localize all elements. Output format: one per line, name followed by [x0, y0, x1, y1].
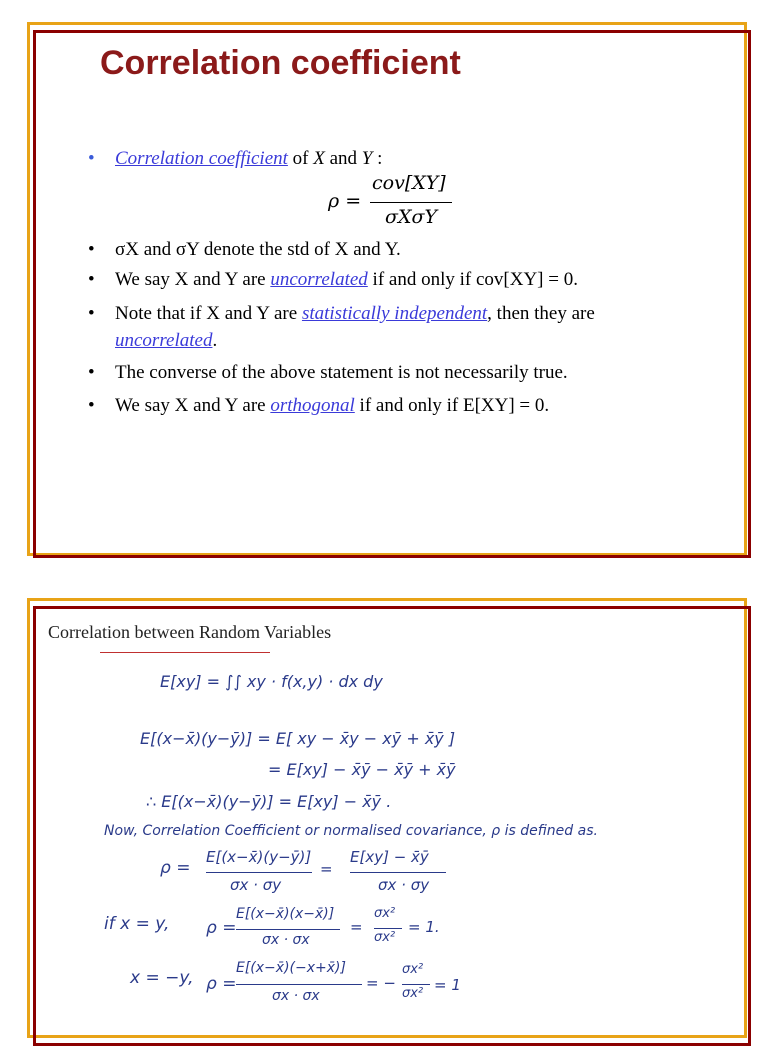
slide-correlation-coefficient: Correlation coefficient • Correlation coefficient of X and Y : ρ = cov[XY] σXσY • σX and σY denote the std of X and Y. • We say X and Y are uncorrelated if and only if cov[XY] = 0. • Note that if X and Y are statistically independent, then they are uncorrelated. • The converse of the above statement is not necessarily true. • We say X and Y are orthogonal if and only if E[XY] = 0. — [0, 0, 768, 570]
title-underline — [100, 652, 270, 653]
slide-title: Correlation coefficient — [100, 44, 461, 82]
bullet-dot: • — [88, 239, 95, 260]
link-statistically-independent[interactable]: statistically independent — [301, 303, 488, 324]
formula-numerator: cov[XY] — [372, 172, 446, 194]
slide-correlation-handwritten: Correlation between Random Variables E[xy] = ∫∫ xy · f(x,y) · dx dy E[(x−x̄)(y−ȳ)] = E[ xy − x̄y − xȳ + x̄ȳ ] = E[xy] − x̄ȳ − x̄ȳ + x̄ȳ ∴ E[(x−x̄)(y−ȳ)] = E[xy] − x̄ȳ . Now, Correlation Coefficient or normalised covariance, ρ is defined as. ρ = E[(x−x̄)(y−ȳ)] σx · σy = E[xy] − x̄ȳ σx · σy if x = y, ρ = E[(x−x̄)(x−x̄)] σx · σx = σx² σx² = 1. x = −y, ρ = E[(x−x̄)(−x+x̄)] σx · σx = − σx² σx² = 1 — [0, 596, 768, 1024]
link-uncorrelated[interactable]: uncorrelated — [270, 269, 368, 290]
bullet-dot: • — [88, 303, 95, 324]
handwritten-line-1: E[xy] = ∫∫ xy · f(x,y) · dx dy — [160, 672, 383, 691]
bullet-dot: • — [88, 148, 95, 169]
formula-denominator: σXσY — [385, 206, 438, 228]
handwritten-line-3: = E[xy] − x̄ȳ − x̄ȳ + x̄ȳ — [268, 760, 456, 779]
formula-lhs: ρ = — [328, 190, 362, 212]
bullet-dot: • — [88, 269, 95, 290]
bullet-dot: • — [88, 395, 95, 416]
bullet-dot: • — [88, 362, 95, 383]
fraction-bar — [370, 202, 452, 203]
link-uncorrelated-2[interactable]: uncorrelated — [115, 330, 213, 351]
link-orthogonal[interactable]: orthogonal — [270, 395, 355, 416]
slide-frame-red — [33, 30, 751, 558]
handwritten-line-2: E[(x−x̄)(y−ȳ)] = E[ xy − x̄y − xȳ + x̄ȳ ] — [140, 729, 456, 748]
handwritten-line-5: Now, Correlation Coefficient or normalised covariance, ρ is defined as. — [104, 823, 598, 839]
handwritten-line-4: ∴ E[(x−x̄)(y−ȳ)] = E[xy] − x̄ȳ . — [146, 792, 392, 811]
slide-title: Correlation between Random Variables — [48, 622, 332, 642]
link-correlation-coefficient[interactable]: Correlation coefficient — [115, 148, 288, 169]
